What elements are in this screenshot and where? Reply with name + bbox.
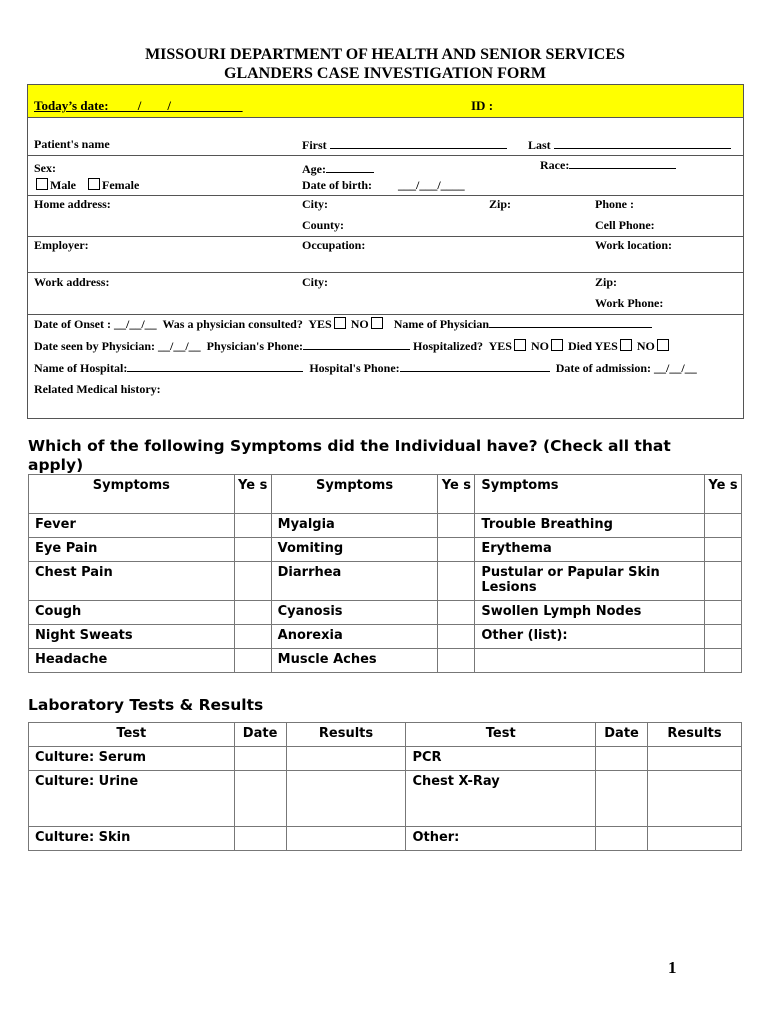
died-no-checkbox[interactable] bbox=[657, 339, 669, 351]
lab-results-cell[interactable] bbox=[286, 827, 406, 851]
symptom-yes-cell[interactable] bbox=[438, 562, 475, 601]
date-seen-field[interactable]: Date seen by Physician: __/__/__ bbox=[34, 339, 201, 353]
lab-results-cell[interactable] bbox=[286, 747, 406, 771]
symptom-cell: Cough bbox=[29, 601, 235, 625]
symptom-cell: Cyanosis bbox=[271, 601, 438, 625]
male-option[interactable]: Male bbox=[34, 178, 76, 193]
physician-name-label: Name of Physician bbox=[393, 317, 490, 331]
symptom-cell: Anorexia bbox=[271, 625, 438, 649]
symptom-cell: Chest Pain bbox=[29, 562, 235, 601]
hospital-name-label: Name of Hospital: bbox=[34, 361, 128, 375]
county-label: County: bbox=[302, 218, 345, 232]
symptom-yes-cell[interactable] bbox=[705, 649, 742, 673]
work-phone-label: Work Phone: bbox=[595, 296, 664, 310]
symptoms-heading: Which of the following Symptoms did the Individual have? (Check all that apply) bbox=[28, 437, 671, 474]
hospital-row bbox=[34, 360, 697, 376]
dob-label: Date of birth: bbox=[302, 178, 372, 192]
sex-label: Sex: bbox=[34, 161, 56, 175]
yes-col-header: Ye s bbox=[438, 475, 475, 514]
symptom-yes-cell[interactable] bbox=[705, 514, 742, 538]
work-location-label: Work location: bbox=[595, 238, 672, 252]
consulted-yes-label: YES bbox=[308, 317, 332, 331]
hospitalized-label: Hospitalized? bbox=[413, 339, 484, 353]
onset-date-field[interactable]: Date of Onset : __/__/__ bbox=[34, 317, 157, 331]
symptom-yes-cell[interactable] bbox=[234, 601, 271, 625]
consulted-yes-checkbox[interactable] bbox=[334, 317, 346, 329]
lab-results-cell[interactable] bbox=[648, 747, 742, 771]
hospital-phone-field[interactable] bbox=[400, 360, 550, 372]
lab-results-cell[interactable] bbox=[648, 827, 742, 851]
symptoms-col-header: Symptoms bbox=[29, 475, 235, 514]
work-address-label: Work address: bbox=[34, 275, 110, 289]
work-zip-label: Zip: bbox=[595, 275, 618, 289]
symptom-yes-cell[interactable] bbox=[438, 625, 475, 649]
died-yes-label: Died YES bbox=[567, 339, 618, 353]
race-field[interactable] bbox=[540, 157, 676, 173]
hospitalized-yes-checkbox[interactable] bbox=[514, 339, 526, 351]
race-label: Race: bbox=[540, 158, 570, 172]
occupation-label: Occupation: bbox=[302, 238, 366, 252]
hospitalized-no-label: NO bbox=[530, 339, 549, 353]
symptom-cell: Night Sweats bbox=[29, 625, 235, 649]
lab-test-cell[interactable]: Other: bbox=[406, 827, 596, 851]
lab-results-header: Results bbox=[648, 723, 742, 747]
employer-label: Employer: bbox=[34, 238, 89, 252]
consulted-label: Was a physician consulted? bbox=[162, 317, 303, 331]
lab-date-cell[interactable] bbox=[596, 827, 648, 851]
symptoms-col-header: Symptoms bbox=[271, 475, 438, 514]
form-agency-title: MISSOURI DEPARTMENT OF HEALTH AND SENIOR SERVICES bbox=[145, 46, 625, 63]
symptom-yes-cell[interactable] bbox=[234, 562, 271, 601]
physician-phone-field[interactable] bbox=[303, 338, 410, 350]
todays-date-field[interactable]: Today’s date: ____/____/___________ bbox=[34, 98, 243, 113]
symptom-yes-cell[interactable] bbox=[234, 538, 271, 562]
hospitalized-yes-label: YES bbox=[488, 339, 512, 353]
form-title: GLANDERS CASE INVESTIGATION FORM bbox=[224, 65, 546, 82]
admission-date-field[interactable]: Date of admission: __/__/__ bbox=[555, 361, 697, 375]
lab-date-cell[interactable] bbox=[596, 771, 648, 827]
lab-test-header: Test bbox=[29, 723, 235, 747]
hospital-name-field[interactable] bbox=[127, 360, 303, 372]
symptom-cell: Eye Pain bbox=[29, 538, 235, 562]
lab-table bbox=[28, 722, 742, 851]
phone-label: Phone : bbox=[595, 197, 634, 211]
symptom-yes-cell[interactable] bbox=[438, 538, 475, 562]
symptom-cell: Vomiting bbox=[271, 538, 438, 562]
id-field[interactable]: ID : bbox=[471, 98, 494, 113]
date-seen-row bbox=[34, 338, 671, 354]
hospitalized-no-checkbox[interactable] bbox=[551, 339, 563, 351]
symptom-cell: Fever bbox=[29, 514, 235, 538]
lab-results-cell[interactable] bbox=[648, 771, 742, 827]
first-name-label: First bbox=[302, 138, 327, 152]
last-name-field[interactable] bbox=[528, 137, 731, 153]
symptom-yes-cell[interactable] bbox=[705, 538, 742, 562]
onset-row bbox=[34, 316, 652, 332]
lab-date-cell[interactable] bbox=[596, 747, 648, 771]
physician-name-field[interactable] bbox=[489, 316, 652, 328]
symptom-cell: Swollen Lymph Nodes bbox=[475, 601, 705, 625]
last-name-label: Last bbox=[528, 138, 551, 152]
consulted-no-label: NO bbox=[350, 317, 369, 331]
lab-results-header: Results bbox=[286, 723, 406, 747]
lab-test-cell: Chest X-Ray bbox=[406, 771, 596, 827]
yes-col-header: Ye s bbox=[234, 475, 271, 514]
symptom-cell: Erythema bbox=[475, 538, 705, 562]
lab-test-cell: Culture: Skin bbox=[29, 827, 235, 851]
lab-date-cell[interactable] bbox=[234, 771, 286, 827]
patient-name-label: Patient's name bbox=[34, 137, 110, 151]
died-yes-checkbox[interactable] bbox=[620, 339, 632, 351]
symptom-yes-cell[interactable] bbox=[438, 601, 475, 625]
symptoms-table bbox=[28, 474, 742, 673]
lab-date-cell[interactable] bbox=[234, 827, 286, 851]
dob-field[interactable]: ___/___/____ bbox=[398, 178, 465, 192]
symptom-yes-cell[interactable] bbox=[234, 514, 271, 538]
lab-test-cell: Culture: Serum bbox=[29, 747, 235, 771]
symptom-cell[interactable] bbox=[475, 649, 705, 673]
age-label: Age: bbox=[302, 162, 326, 176]
home-city-label: City: bbox=[302, 197, 328, 211]
symptom-yes-cell[interactable] bbox=[438, 514, 475, 538]
lab-test-header: Test bbox=[406, 723, 596, 747]
hospital-phone-label: Hospital's Phone: bbox=[309, 361, 400, 375]
home-address-label: Home address: bbox=[34, 197, 111, 211]
lab-date-header: Date bbox=[596, 723, 648, 747]
lab-results-cell[interactable] bbox=[286, 771, 406, 827]
lab-date-header: Date bbox=[234, 723, 286, 747]
symptom-cell: Trouble Breathing bbox=[475, 514, 705, 538]
lab-test-cell: Culture: Urine bbox=[29, 771, 235, 827]
symptom-yes-cell[interactable] bbox=[705, 625, 742, 649]
symptom-yes-cell[interactable] bbox=[234, 649, 271, 673]
male-checkbox[interactable] bbox=[36, 178, 48, 190]
symptom-cell: Diarrhea bbox=[271, 562, 438, 601]
consulted-no-checkbox[interactable] bbox=[371, 317, 383, 329]
home-zip-label: Zip: bbox=[489, 197, 512, 211]
yes-col-header: Ye s bbox=[705, 475, 742, 514]
symptom-yes-cell[interactable] bbox=[705, 562, 742, 601]
work-city-label: City: bbox=[302, 275, 328, 289]
symptom-cell: Myalgia bbox=[271, 514, 438, 538]
page-number: 1 bbox=[668, 958, 677, 977]
lab-date-cell[interactable] bbox=[234, 747, 286, 771]
symptom-cell: Headache bbox=[29, 649, 235, 673]
lab-heading: Laboratory Tests & Results bbox=[28, 696, 264, 714]
female-checkbox[interactable] bbox=[88, 178, 100, 190]
symptom-cell: Other (list): bbox=[475, 625, 705, 649]
physician-phone-label: Physician's Phone: bbox=[206, 339, 304, 353]
symptoms-col-header: Symptoms bbox=[475, 475, 705, 514]
age-field[interactable] bbox=[302, 161, 374, 177]
first-name-field[interactable] bbox=[302, 137, 507, 153]
female-option[interactable]: Female bbox=[86, 178, 139, 193]
symptom-yes-cell[interactable] bbox=[438, 649, 475, 673]
symptom-yes-cell[interactable] bbox=[705, 601, 742, 625]
symptom-cell: Pustular or Papular Skin Lesions bbox=[475, 562, 705, 601]
symptom-yes-cell[interactable] bbox=[234, 625, 271, 649]
related-history-label: Related Medical history: bbox=[34, 382, 161, 396]
died-no-label: NO bbox=[636, 339, 655, 353]
lab-test-cell: PCR bbox=[406, 747, 596, 771]
symptom-cell: Muscle Aches bbox=[271, 649, 438, 673]
cell-phone-label: Cell Phone: bbox=[595, 218, 655, 232]
